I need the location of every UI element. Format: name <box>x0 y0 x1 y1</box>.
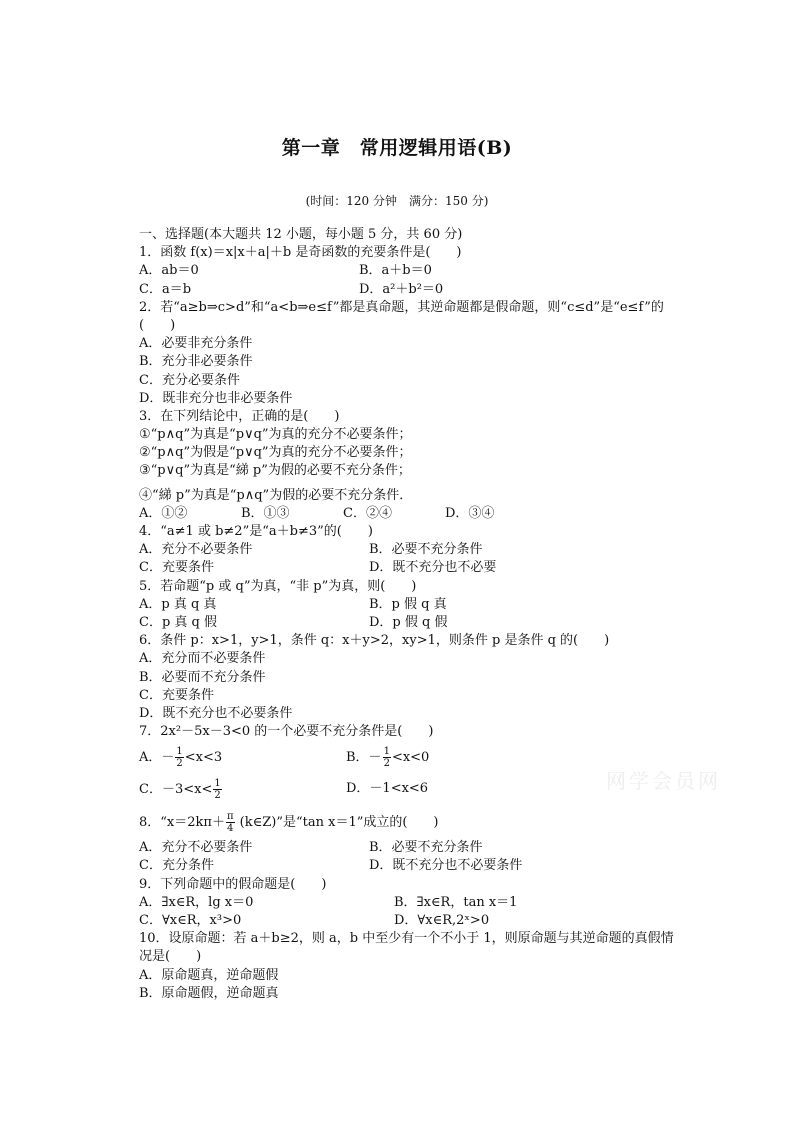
question-2-stem: 2．若“a≥b⇒c>d”和“a<b⇒e≤f”都是真命题，其逆命题都是假命题，则“c≤d”是“e≤f”的( ) <box>139 299 664 333</box>
option-a: A．充分而不必要条件 <box>139 651 266 667</box>
question-9-stem: 9．下列命题中的假命题是( ) <box>139 876 327 892</box>
option-a: A．充分不必要条件 <box>139 542 253 558</box>
option-a: A．ab＝0 <box>139 263 199 279</box>
option-c: C．②④ <box>343 505 392 521</box>
exam-info: (时间：120 分钟 满分：150 分) <box>305 194 489 208</box>
question-8-options-row1 <box>139 839 699 857</box>
option-d: D．既不充分也不必要 <box>369 560 497 576</box>
option-d: D．既不充分也不必要条件 <box>369 858 523 874</box>
question-4-stem: 4．“a≠1 或 b≠2”是“a＋b≠3”的( ) <box>139 524 373 540</box>
option-b: B．必要而不充分条件 <box>139 669 266 685</box>
fraction: $\frac{\pi}{4}$ <box>226 810 234 834</box>
fraction: $\frac{1}{2}$ <box>176 745 183 769</box>
option-c: C．∀x∈R，x³>0 <box>139 913 242 929</box>
option-b: B．①③ <box>241 505 290 521</box>
question-6-stem: 6．条件 p：x>1，y>1，条件 q：x＋y>2，xy>1，则条件 p 是条件 q 的( ) <box>139 633 610 649</box>
option-b: B．∃x∈R，tan x＝1 <box>394 894 518 910</box>
option-d: D．a²＋b²＝0 <box>359 281 444 297</box>
option-d: D．既不充分也不必要条件 <box>139 705 293 721</box>
question-list <box>139 226 699 1003</box>
option-d: D．∀x∈R,2ˣ>0 <box>394 913 490 929</box>
option-b: B．必要不充分条件 <box>369 542 483 558</box>
question-10-stem: 10．设原命题：若 a＋b≥2，则 a，b 中至少有一个不小于 1，则原命题与其逆命题的真假情况是( ) <box>139 931 674 965</box>
option-c: C．a＝b <box>139 281 192 297</box>
question-7-options-row2 <box>139 773 699 805</box>
question-4-options-row1 <box>139 541 699 559</box>
option-a: A．－ $\frac{1}{2}$ <x<3 <box>139 745 223 769</box>
option-b: B．－ $\frac{1}{2}$ <x<0 <box>346 745 430 769</box>
section-heading: 一、选择题(本大题共 12 小题，每小题 5 分，共 60 分) <box>139 227 463 242</box>
option-a: A．①② <box>139 505 188 521</box>
option-b: B．必要不充分条件 <box>369 840 483 856</box>
option-a: A．原命题真，逆命题假 <box>139 967 279 983</box>
page-title: 第一章 常用逻辑用语(B) <box>281 137 513 159</box>
question-8-options-row2 <box>139 857 699 875</box>
fraction: $\frac{1}{2}$ <box>214 777 221 801</box>
statement-1: ①“p∧q”为真是“p∨q”为真的充分不必要条件； <box>139 427 412 443</box>
option-d: D．③④ <box>445 505 495 521</box>
option-c: C．充分条件 <box>139 858 214 874</box>
question-1-stem: 1．函数 f(x)＝x|x＋a|＋b 是奇函数的充要条件是( ) <box>139 245 462 261</box>
question-4-options-row2 <box>139 559 699 577</box>
question-7-stem: 7．2x²－5x－3<0 的一个必要不充分条件是( ) <box>139 724 434 740</box>
question-9-options-row2 <box>139 912 699 930</box>
option-a: A．必要非充分条件 <box>139 336 253 352</box>
option-d: D．－1<x<6 <box>346 781 429 797</box>
option-d: D．既非充分也非必要条件 <box>139 390 293 406</box>
question-5-options-row1 <box>139 596 699 614</box>
option-a: A．∃x∈R，lg x＝0 <box>139 894 254 910</box>
option-c: C．－3<x< $\frac{1}{2}$ <box>139 777 221 801</box>
option-d: D．p 假 q 假 <box>369 614 448 630</box>
statement-3: ③“p∨q”为真是“綈 p”为假的必要不充分条件； <box>139 463 411 479</box>
question-1-options-row1 <box>139 262 699 280</box>
option-a: A．充分不必要条件 <box>139 840 253 856</box>
fraction: $\frac{1}{2}$ <box>383 745 390 769</box>
option-b: B．a＋b＝0 <box>359 263 432 279</box>
question-5-options-row2 <box>139 614 699 632</box>
option-b: B．充分非必要条件 <box>139 354 253 370</box>
statement-2: ②“p∧q”为假是“p∨q”为真的充分不必要条件； <box>139 445 412 461</box>
question-3-options <box>139 505 699 523</box>
question-7-options-row1 <box>139 741 699 773</box>
statement-4: ④“綈 p”为真是“p∧q”为假的必要不充分条件． <box>139 487 413 503</box>
option-c: C．充要条件 <box>139 687 214 703</box>
option-c: C．p 真 q 假 <box>139 614 217 630</box>
question-9-options-row1 <box>139 894 699 912</box>
option-b: B．原命题假，逆命题真 <box>139 985 279 1001</box>
question-8-stem: 8．“x＝2kπ＋ $\frac{\pi}{4}$ (k∈Z)”是“tan x＝1”成立的( ) <box>139 810 439 834</box>
option-b: B．p 假 q 真 <box>369 596 447 612</box>
question-3-stem: 3．在下列结论中，正确的是( ) <box>139 408 340 424</box>
question-1-options-row2 <box>139 281 699 299</box>
option-c: C．充分必要条件 <box>139 372 240 388</box>
option-a: A．p 真 q 真 <box>139 596 217 612</box>
watermark: 网学会员网 <box>606 769 721 793</box>
question-5-stem: 5．若命题“p 或 q”为真，“非 p”为真，则( ) <box>139 578 417 594</box>
option-c: C．充要条件 <box>139 560 214 576</box>
